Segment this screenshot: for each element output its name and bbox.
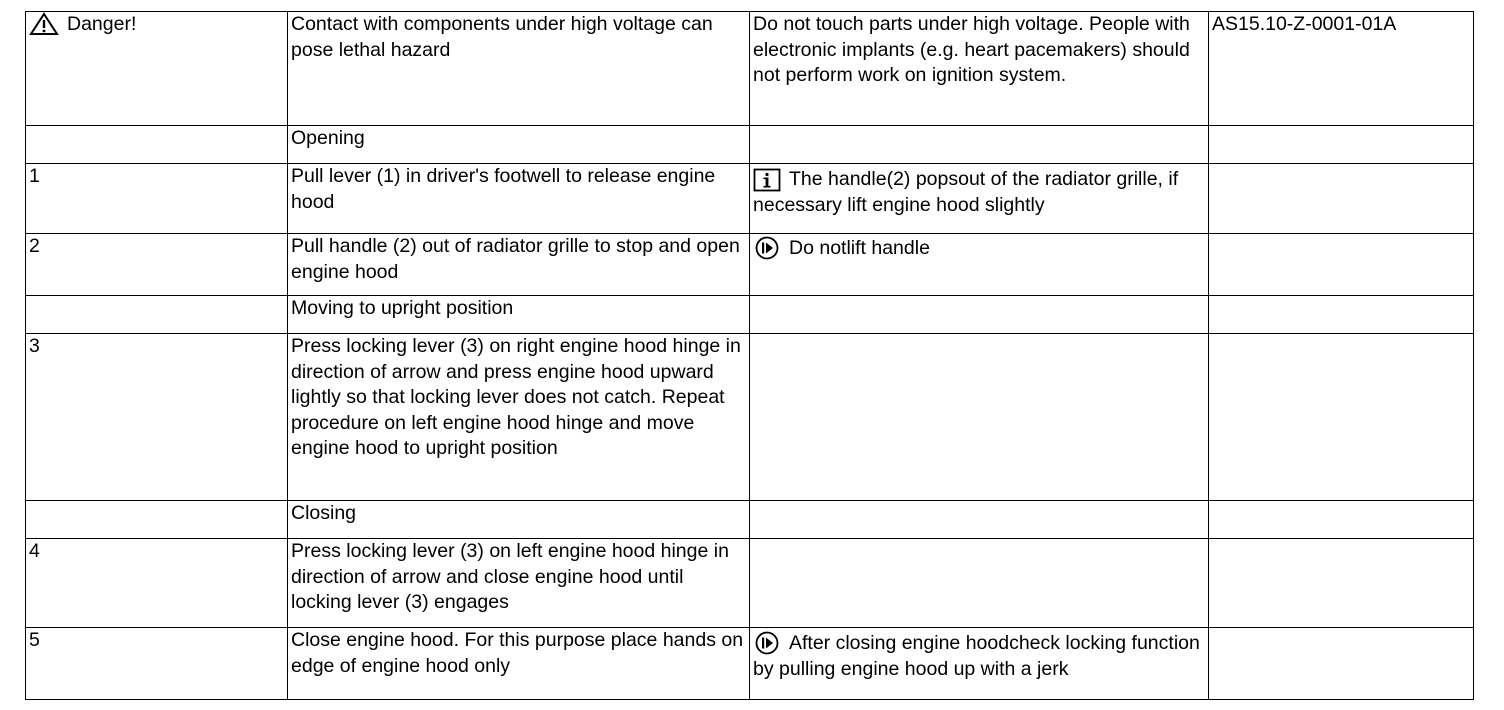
table-row — [26, 501, 1474, 539]
note-arrow-icon — [753, 631, 781, 655]
note-cell — [750, 501, 1209, 539]
action-cell: Pull handle (2) out of radiator grille to stop and open engine hood — [288, 234, 750, 296]
reference-cell — [1209, 126, 1474, 164]
reference-cell — [1209, 234, 1474, 296]
step-cell — [26, 12, 288, 126]
section-heading-cell — [288, 501, 750, 539]
reference-cell — [1209, 501, 1474, 539]
danger-label: Danger! — [67, 13, 137, 35]
section-heading: Moving to upright position — [291, 297, 514, 319]
step-cell — [26, 126, 288, 164]
warning-triangle-icon — [29, 12, 59, 36]
note-cell — [750, 296, 1209, 334]
section-heading: Closing — [291, 502, 357, 524]
step-cell — [26, 296, 288, 334]
note-cell: Do notlift handle — [750, 234, 1209, 296]
note-arrow-icon — [753, 236, 781, 260]
step-number: 4 — [29, 540, 40, 562]
info-icon — [753, 168, 781, 192]
table-row — [26, 12, 1474, 126]
table-row — [26, 628, 1474, 700]
section-heading-cell — [288, 296, 750, 334]
step-number: 5 — [29, 629, 40, 651]
table-row — [26, 126, 1474, 164]
procedure-table — [25, 11, 1474, 700]
reference-cell — [1209, 164, 1474, 234]
table-row — [26, 296, 1474, 334]
action-cell: Close engine hood. For this purpose place hands on edge of engine hood only — [288, 628, 750, 700]
action-cell: Contact with components under high voltage can pose lethal hazard — [288, 12, 750, 126]
step-cell — [26, 628, 288, 700]
action-cell: Press locking lever (3) on right engine hood hinge in direction of arrow and press engine hood upward lightly so that locking lever does not catch. Repeat procedure on left engine hood hinge and move engine hood to upright position — [288, 334, 750, 501]
section-heading-cell — [288, 126, 750, 164]
step-number: 1 — [29, 165, 40, 187]
step-cell — [26, 164, 288, 234]
reference-cell — [1209, 539, 1474, 628]
table-row — [26, 234, 1474, 296]
action-cell: Pull lever (1) in driver's footwell to release engine hood — [288, 164, 750, 234]
step-cell — [26, 539, 288, 628]
reference-cell — [1209, 296, 1474, 334]
document-reference: AS15.10-Z-0001-01A — [1212, 13, 1397, 35]
step-cell — [26, 334, 288, 501]
step-cell — [26, 234, 288, 296]
step-cell — [26, 501, 288, 539]
step-number: 2 — [29, 235, 40, 257]
reference-cell — [1209, 628, 1474, 700]
note-cell — [750, 126, 1209, 164]
table-row — [26, 334, 1474, 501]
table-row — [26, 539, 1474, 628]
reference-cell — [1209, 12, 1474, 126]
section-heading: Opening — [291, 127, 365, 149]
note-cell: After closing engine hoodcheck locking function by pulling engine hood up with a jerk — [750, 628, 1209, 700]
note-cell: Do not touch parts under high voltage. People with electronic implants (e.g. heart pacemakers) should not perform work on ignition system. — [750, 12, 1209, 126]
action-cell: Press locking lever (3) on left engine hood hinge in direction of arrow and close engine hood until locking lever (3) engages — [288, 539, 750, 628]
note-cell: The handle(2) popsout of the radiator grille, if necessary lift engine hood slightly — [750, 164, 1209, 234]
table-row — [26, 164, 1474, 234]
reference-cell — [1209, 334, 1474, 501]
step-number: 3 — [29, 335, 40, 357]
note-cell — [750, 539, 1209, 628]
note-cell — [750, 334, 1209, 501]
